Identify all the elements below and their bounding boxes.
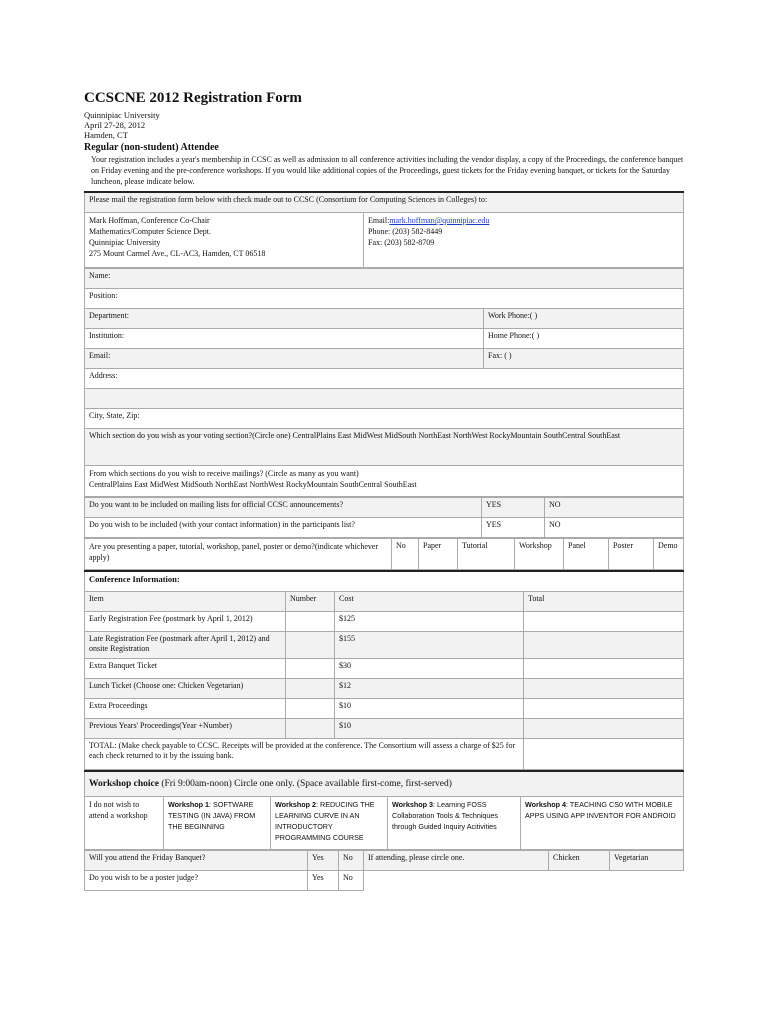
cost-banquet-ticket: $30 [335,659,524,679]
address-line-1: Mark Hoffman, Conference Co-Chair [89,216,210,225]
cost-early-registration: $125 [335,612,524,632]
address-field[interactable]: Address: [85,369,684,389]
number-extra-proceedings[interactable] [286,699,335,719]
date-line: April 27-28, 2012 [84,120,146,130]
item-lunch-ticket[interactable]: Lunch Ticket (Choose one: Chicken Vegetarian) [85,679,286,699]
item-banquet-ticket: Extra Banquet Ticket [85,659,286,679]
grand-total[interactable] [524,739,684,770]
phone-line: Phone: (203) 582-8449 [368,227,443,236]
workshop-heading [85,771,684,797]
address-line-3: Quinnipiac University [89,238,161,247]
item-previous-proceedings: Previous Years' Proceedings(Year +Number) [85,719,286,739]
participants-question: Do you wish to be included (with your contact information) in the participants list? [85,518,482,538]
workshop-3-label: Workshop 3 [392,800,434,809]
col-item: Item [85,592,286,612]
banquet-yes[interactable]: Yes [308,851,339,871]
email-link[interactable]: mark.hoffman@quinnipiac.edu [389,216,490,225]
present-panel[interactable]: Panel [564,539,609,570]
item-early-registration: Early Registration Fee (postmark by April 1, 2012) [85,612,286,632]
number-late-registration[interactable] [286,632,335,659]
present-demo[interactable]: Demo [654,539,684,570]
cost-previous-proceedings: $10 [335,719,524,739]
banquet-no[interactable]: No [339,851,364,871]
total-late-registration[interactable] [524,632,684,659]
total-banquet-ticket[interactable] [524,659,684,679]
address-line-4: 275 Mount Carmel Ave., CL-AC3, Hamden, CT 06518 [89,249,266,258]
address-field-extra[interactable] [85,389,684,409]
position-field[interactable]: Position: [85,289,684,309]
home-phone-field[interactable]: Home Phone:( ) [484,329,684,349]
banquet-question: Will you attend the Friday Banquet? [85,851,308,871]
presenting-question: Are you presenting a paper, tutorial, workshop, panel, poster or demo?(indicate whichever apply) [85,539,392,570]
intro-text: Your registration includes a year's membership in CCSC as well as admission to all conference activities including the vendor display, a copy of the Proceedings, the conference banquet on Friday evening and the pre-conference workshops. If you would like additional copies of the Proceedings, guest tickets for the Friday evening banquet, or tickets for the Saturday luncheon, please indicate below. [91,155,684,186]
participants-yes[interactable]: YES [482,518,545,538]
number-banquet-ticket[interactable] [286,659,335,679]
mail-instruction: Please mail the registration form below with check made out to CCSC (Consortium for Computing Sciences in Colleges) to: [85,192,684,213]
contact-table [84,191,684,268]
mailing-lists-yes[interactable]: YES [482,498,545,518]
voting-section-question[interactable]: Which section do you wish as your voting section?(Circle one) CentralPlains East MidWest MidSouth NorthEast NorthWest RockyMountain SouthCentral SouthEast [85,429,684,466]
email-field[interactable]: Email: [85,349,484,369]
venue-line: Quinnipiac University [84,110,160,120]
workshop-4-title: : TEACHING CS0 WITH MOBILE APPS USING APP INVENTOR FOR ANDROID [525,800,676,820]
col-cost: Cost [335,592,524,612]
present-poster[interactable]: Poster [609,539,654,570]
fax-line: Fax: (203) 582-8709 [368,238,435,247]
total-extra-proceedings[interactable] [524,699,684,719]
judge-no[interactable]: No [339,871,364,891]
name-field[interactable]: Name: [85,269,684,289]
cost-lunch-ticket: $12 [335,679,524,699]
address-line-2: Mathematics/Computer Science Dept. [89,227,211,236]
attendee-fields [84,268,684,497]
judge-question: Do you wish to be a poster judge? [85,871,308,891]
total-note: TOTAL: (Make check payable to CCSC. Receipts will be provided at the conference. The Consortium will assess a charge of $25 for each check returned to it by the issuing bank. [85,739,524,770]
city-line: Hamden, CT [84,130,128,140]
workshop-1[interactable] [164,797,271,850]
total-early-registration[interactable] [524,612,684,632]
attendee-heading: Regular (non-student) Attendee [84,142,219,153]
institution-field[interactable]: Institution: [85,329,484,349]
workshop-table [84,770,684,850]
contact-info [364,213,684,268]
workshop-4-label: Workshop 4 [525,800,567,809]
workshop-heading-rest: (Fri 9:00am-noon) Circle one only. (Space available first-come, first-served) [158,779,452,789]
mailing-sections-options: CentralPlains East MidWest MidSouth NorthEast NorthWest RockyMountain SouthCentral SouthEast [89,480,417,489]
item-extra-proceedings: Extra Proceedings [85,699,286,719]
judge-yes[interactable]: Yes [308,871,339,891]
col-number: Number [286,592,335,612]
conference-table [84,570,684,770]
presenting-table [84,538,684,570]
workshop-1-title: : SOFTWARE TESTING (IN JAVA) FROM THE BEGINNING [168,800,256,831]
workshop-2[interactable] [271,797,388,850]
mailing-lists-question: Do you want to be included on mailing lists for official CCSC announcements? [85,498,482,518]
number-early-registration[interactable] [286,612,335,632]
workshop-2-title: : REDUCING THE LEARNING CURVE IN AN INTRODUCTORY PROGRAMMING COURSE [275,800,375,842]
number-lunch-ticket[interactable] [286,679,335,699]
email-label: Email: [368,216,390,225]
present-no[interactable]: No [392,539,419,570]
if-attending-note: If attending, please circle one. [364,851,549,871]
cost-late-registration: $155 [335,632,524,659]
workshop-2-label: Workshop 2 [275,800,317,809]
mailing-address [85,213,364,268]
workshop-1-label: Workshop 1 [168,800,210,809]
present-tutorial[interactable]: Tutorial [458,539,515,570]
work-phone-field[interactable]: Work Phone:( ) [484,309,684,329]
city-state-zip-field[interactable]: City, State, Zip: [85,409,684,429]
banquet-table [84,850,684,891]
present-workshop[interactable]: Workshop [515,539,564,570]
total-lunch-ticket[interactable] [524,679,684,699]
workshop-none[interactable]: I do not wish to attend a workshop [85,797,164,850]
participants-no[interactable]: NO [545,518,684,538]
fax-field[interactable]: Fax: ( ) [484,349,684,369]
mailing-lists-no[interactable]: NO [545,498,684,518]
mailing-sections-question[interactable] [85,466,684,497]
conference-heading: Conference Information: [85,571,684,592]
item-late-registration: Late Registration Fee (postmark after April 1, 2012) and onsite Registration [85,632,286,659]
workshop-3[interactable] [388,797,521,850]
present-paper[interactable]: Paper [419,539,458,570]
workshop-4[interactable] [521,797,684,850]
workshop-3-title: : Learning FOSS Collaboration Tools & Techniques through Guided Inquiry Acitivities [392,800,499,831]
banquet-vegetarian[interactable]: Vegetarian [610,851,684,871]
mailing-sections-prompt: From which sections do you wish to receive mailings? (Circle as many as you want) [89,469,359,478]
registration-form [84,90,684,891]
banquet-chicken[interactable]: Chicken [549,851,610,871]
total-previous-proceedings[interactable] [524,719,684,739]
col-total: Total [524,592,684,612]
department-field[interactable]: Department: [85,309,484,329]
judge-blank [364,871,684,891]
number-previous-proceedings[interactable] [286,719,335,739]
preferences-table [84,497,684,538]
form-title: CCSCNE 2012 Registration Form [84,90,302,106]
cost-extra-proceedings: $10 [335,699,524,719]
workshop-heading-bold: Workshop choice [89,779,159,789]
